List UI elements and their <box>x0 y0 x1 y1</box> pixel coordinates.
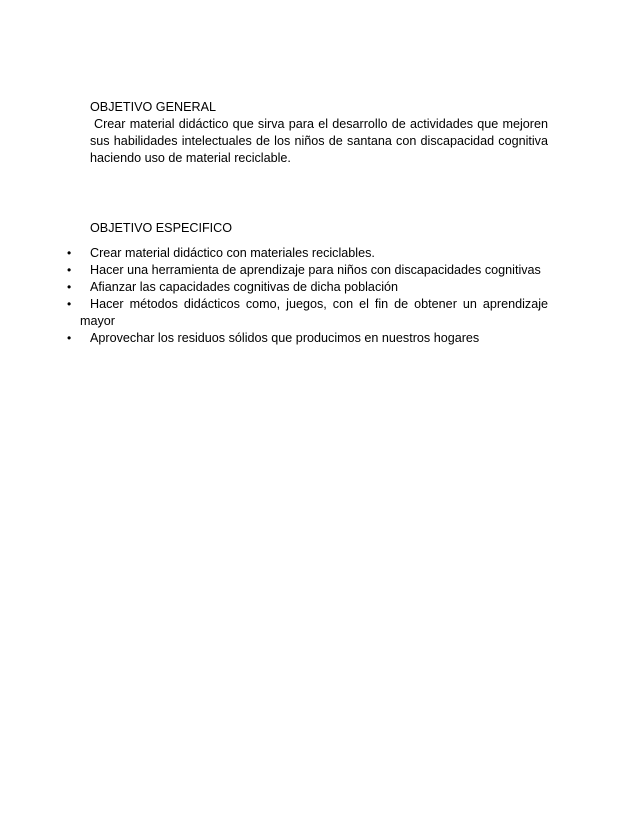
list-item-text: Hacer métodos didácticos como, juegos, con el fin de obtener un aprendizaje <box>90 297 548 311</box>
list-item <box>0 245 548 262</box>
general-objective-text: Crear material didáctico que sirva para el desarrollo de actividades que mejoren sus habilidades intelectuales de los niños de santana con discapacidad cognitiva haciendo uso de material reciclable. <box>90 117 548 165</box>
list-item <box>0 279 548 296</box>
list-item <box>0 296 548 330</box>
list-item-text: Aprovechar los residuos sólidos que producimos en nuestros hogares <box>90 331 480 345</box>
general-objective-heading: OBJETIVO GENERAL <box>90 100 216 114</box>
list-item-text-continuation: mayor <box>80 314 115 328</box>
bullet-icon: • <box>67 280 72 294</box>
list-item-text: Hacer una herramienta de aprendizaje para niños con discapacidades cognitivas <box>90 263 541 277</box>
specific-objectives-list <box>0 245 638 347</box>
specific-objective-heading: OBJETIVO ESPECIFICO <box>90 221 233 235</box>
list-item <box>0 262 548 279</box>
list-item <box>0 330 548 347</box>
bullet-icon: • <box>67 246 72 260</box>
bullet-icon: • <box>67 263 72 277</box>
list-item-text: Crear material didáctico con materiales reciclables. <box>90 246 375 260</box>
bullet-icon: • <box>67 297 72 311</box>
bullet-icon: • <box>67 331 72 345</box>
list-item-text: Afianzar las capacidades cognitivas de dicha población <box>90 280 399 294</box>
